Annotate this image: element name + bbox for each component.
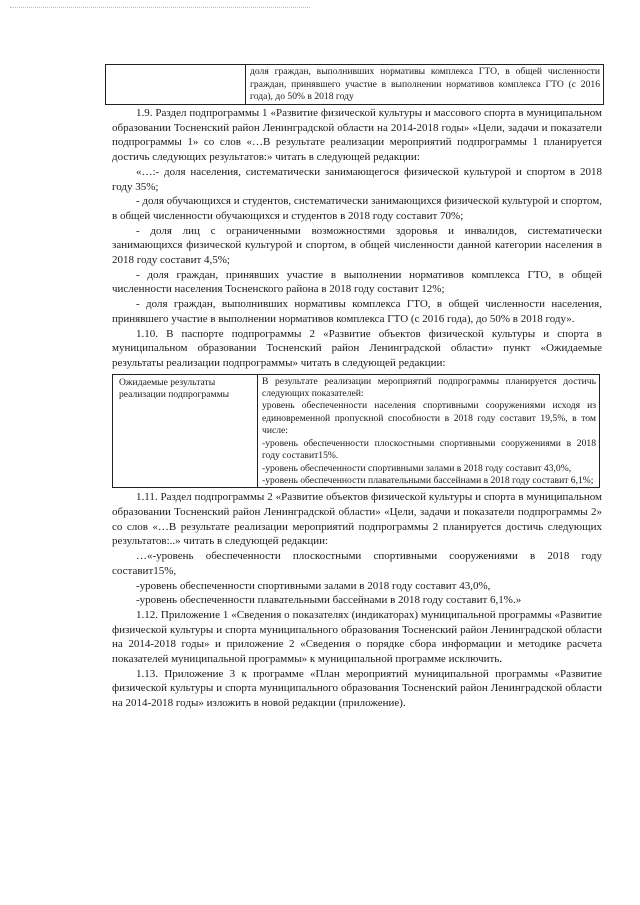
expected-results-content — [258, 374, 600, 488]
paragraph-1-10: 1.10. В паспорте подпрограммы 2 «Развитие объектов физической культуры и спорта в муниципальном образовании Тосненский район Ленинградской области» пункт «Ожидаемые результаты реализации подпрограммы» читать в следующей редакции: — [112, 327, 602, 369]
expected-results-table — [112, 374, 600, 489]
paragraph-1-11: 1.11. Раздел подпрограммы 2 «Развитие объектов физической культуры и спорта в муниципальном образовании Тосненский район Ленинградской области» «Цели, задачи и показатели подпрограммы 2» со слов «…В результате реализации мероприятий подпрограммы 2 планируется достичь следующих результатов:..» читать в следующей редакции: — [112, 491, 602, 548]
paragraph-indicator-2: -уровень обеспеченности спортивными залами в 2018 году составит 43,0%, — [136, 579, 491, 592]
paragraph-result-4: - доля граждан, принявших участие в выполнении нормативов комплекса ГТО, в общей численности населения Тосненского района в 2018 году составит 12%; — [112, 268, 602, 296]
paragraph-result-5: - доля граждан, выполнивших нормативы комплекса ГТО, в общей численности населения, принявшего участие в выполнении нормативов комплекса ГТО (с 2016 года), до 50% в 2018 году». — [112, 298, 602, 325]
expected-results-label: Ожидаемые результаты реализации подпрограммы — [113, 374, 258, 488]
paragraph-1-9: 1.9. Раздел подпрограммы 1 «Развитие физической культуры и массового спорта в муниципальном образовании Тосненский район Ленинградской области на 2014-2018 годы» «Цели, задачи и показатели подпрограммы 1» со слов «…В результате реализации мероприятий подпрограммы 1 планируется достичь следующих результатов:» читать в следующей редакции: — [112, 107, 602, 164]
expected-results-line: В результате реализации мероприятий подпрограммы планируется достичь следующих показателей: — [262, 375, 596, 400]
scan-top-rule — [10, 7, 310, 8]
document-body — [112, 106, 602, 711]
paragraph-result-2: - доля обучающихся и студентов, систематически занимающихся физической культурой и спортом, в общей численности обучающихся и студентов в 2018 году составит 70%; — [112, 195, 602, 222]
expected-results-line: -уровень обеспеченности плоскостными спортивными сооружениями в 2018 году составит15%. — [262, 437, 596, 462]
paragraph-1-12: 1.12. Приложение 1 «Сведения о показателях (индикаторах) муниципальной программы «Развитие физической культуры и спорта муниципального образования Тосненский район Ленинградской области на 2014-2018 годы» и приложение 2 «Сведения о порядке сбора информации и методике расчета показателей муниципальной программы» к муниципальной программе исключить. — [112, 608, 602, 666]
paragraph-indicator-1: …«-уровень обеспеченности плоскостными спортивными сооружениями в 2018 году составит15%, — [112, 550, 602, 577]
expected-results-line: -уровень обеспеченности спортивными залами в 2018 году составит 43,0%, — [262, 462, 572, 474]
paragraph-indicator-3: -уровень обеспеченности плавательными бассейнами в 2018 году составит 6,1%.» — [136, 594, 522, 607]
expected-results-line: уровень обеспеченности населения спортивными сооружениями исходя из единовременной пропускной способности в 2018 году составит 19,5%, в том числе: — [262, 400, 596, 437]
expected-results-line: -уровень обеспеченности плавательными бассейнами в 2018 году составит 6,1%; — [262, 474, 594, 486]
paragraph-result-3: - доля лиц с ограниченными возможностями здоровья и инвалидов, систематически занимающихся физической культурой и спортом, в общей численности данной категории населения в 2018 году составит 4,5%; — [112, 224, 602, 267]
paragraph-result-1: «…:- доля населения, систематически занимающегося физической культурой и спортом в 2018 году 35%; — [112, 165, 602, 193]
top-table-left-cell — [106, 65, 246, 105]
top-table-fragment — [105, 64, 604, 105]
top-table-right-cell: доля граждан, выполнивших нормативы комплекса ГТО, в общей численности граждан, принявшего участие в выполнении нормативов комплекса ГТО (с 2016 года), до 50% в 2018 году — [246, 65, 604, 105]
paragraph-1-13: 1.13. Приложение 3 к программе «План мероприятий муниципальной программы «Развитие физической культуры и спорта муниципального образования Тосненский район Ленинградской области на 2014-2018 годы» изложить в новой редакции (приложение). — [112, 667, 602, 710]
